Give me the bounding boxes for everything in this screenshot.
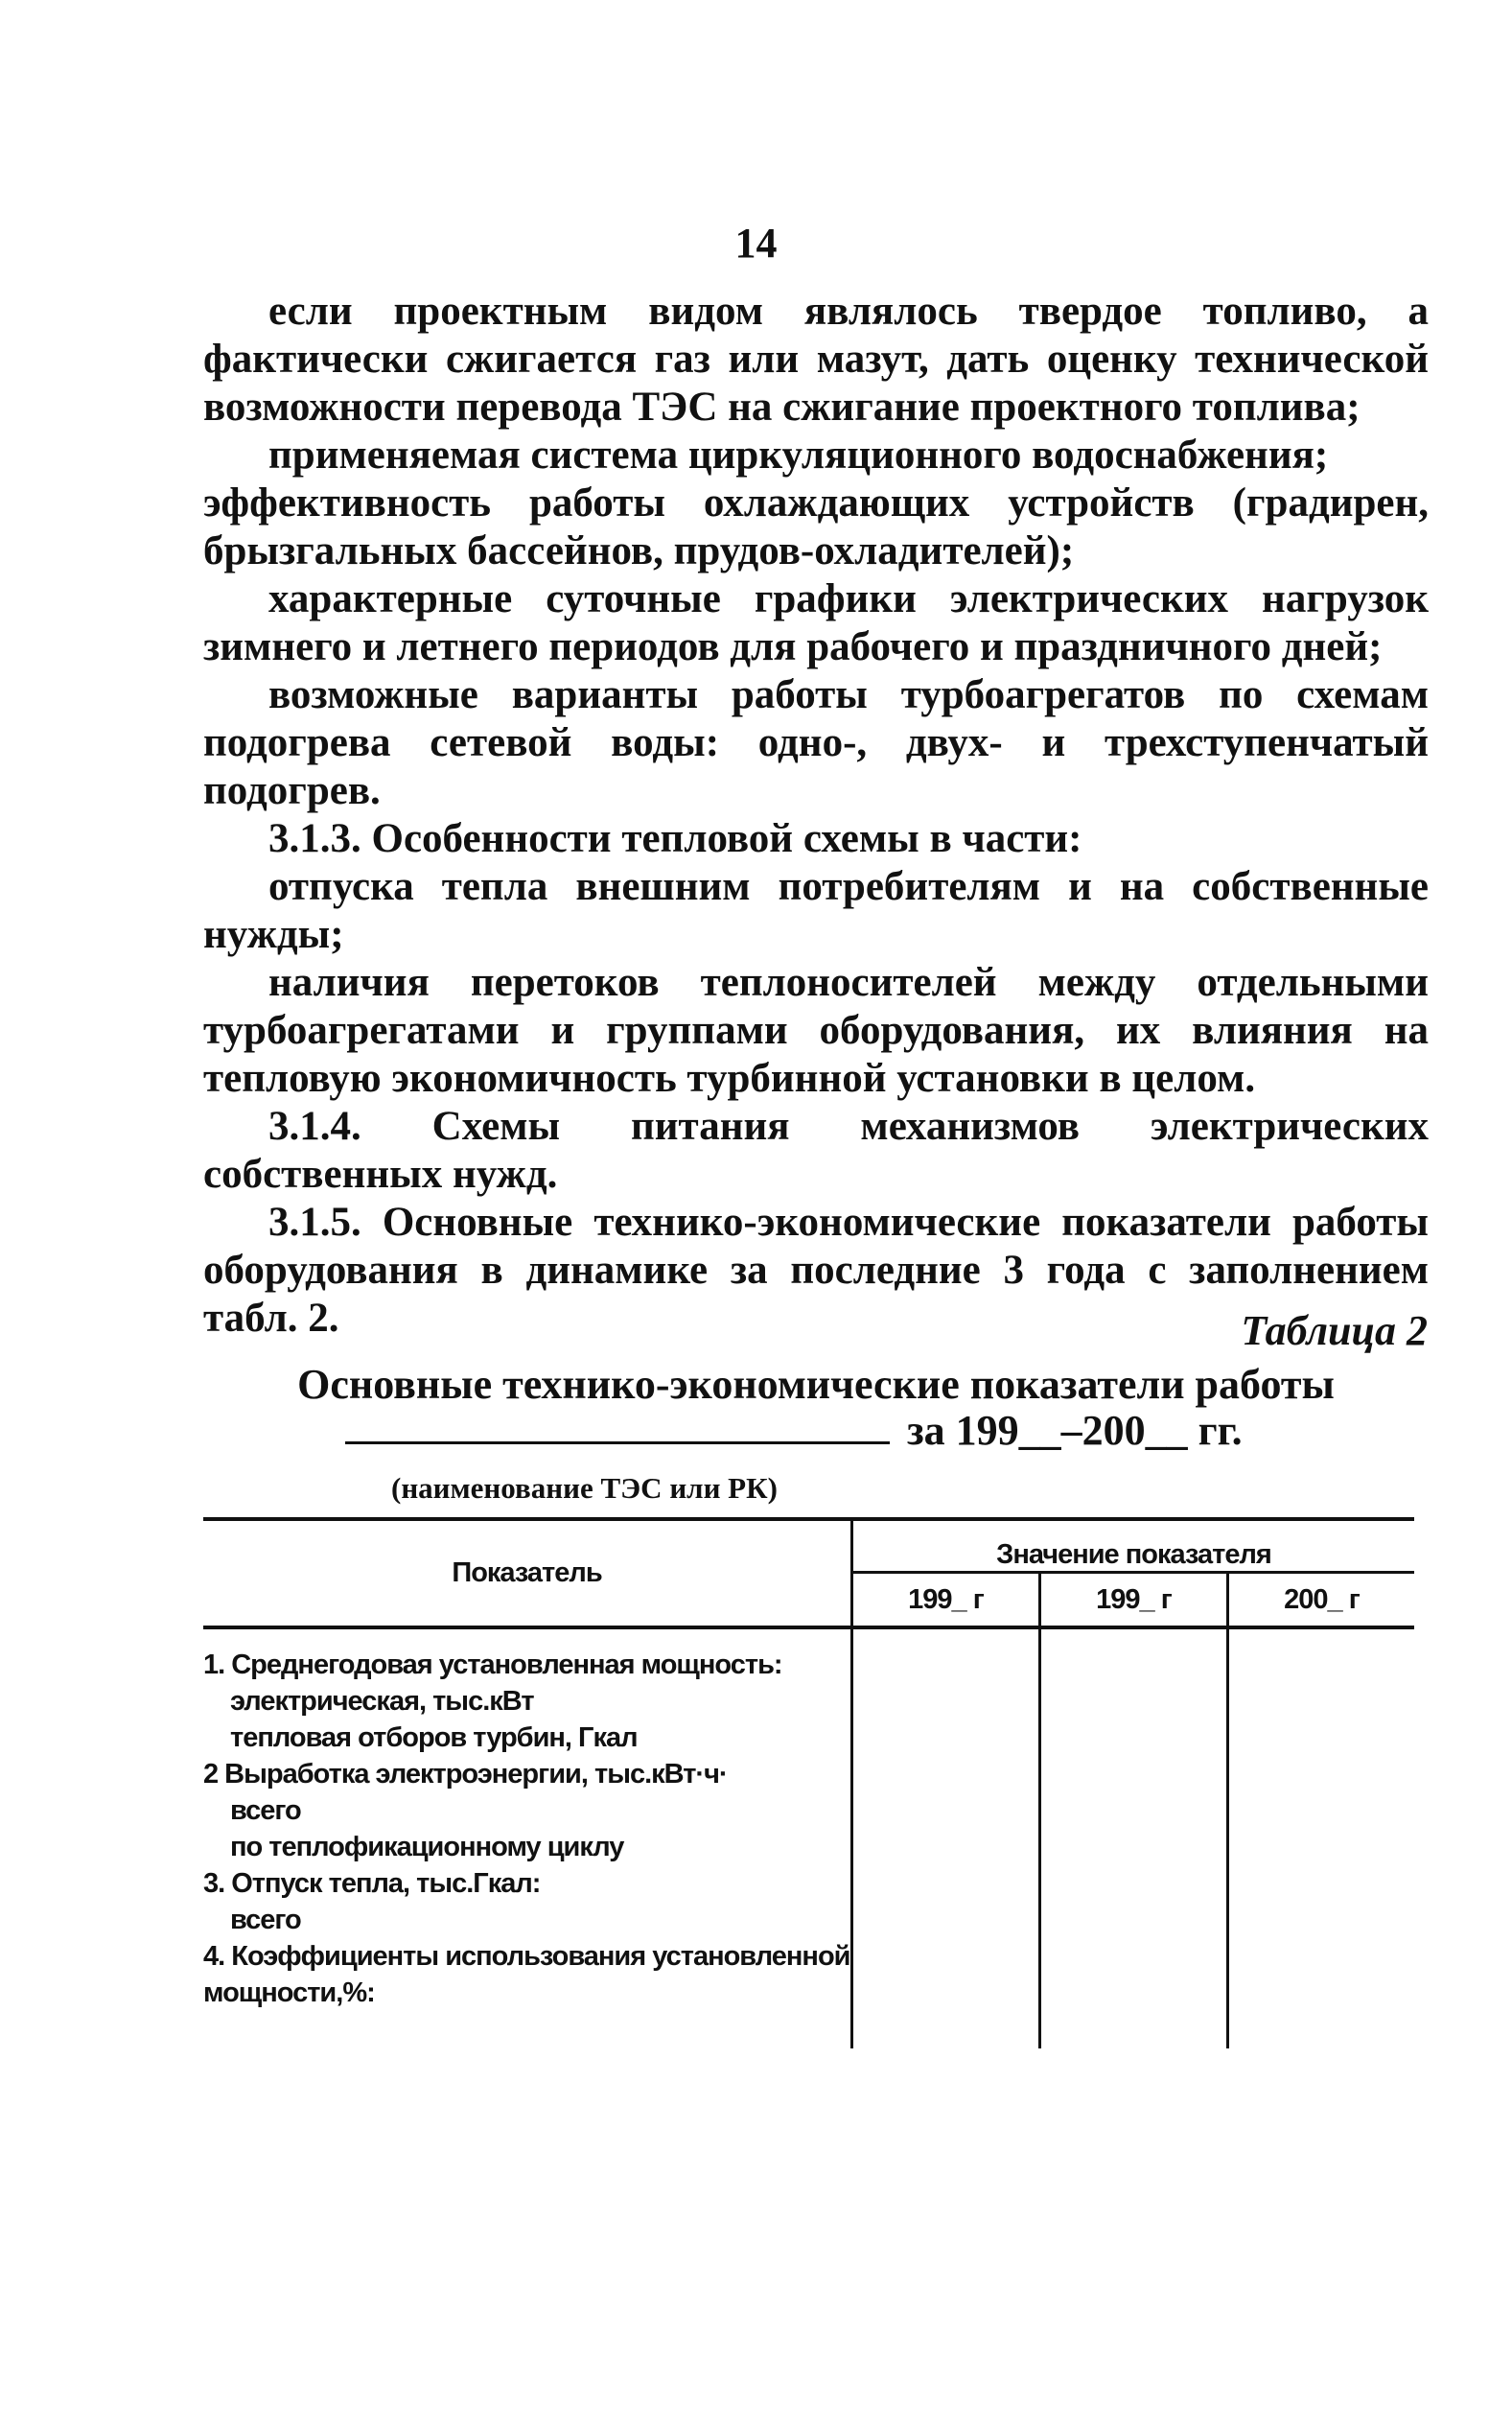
indicators-table bbox=[203, 1517, 1414, 2048]
paragraph: возможные варианты работы турбоагрегатов по схемам подогрева сетевой воды: одно-, двух- и трехступенчатый подогрев. bbox=[203, 672, 1429, 813]
indicator-item: 2 Выработка электроэнергии, тыс.кВт·ч· bbox=[203, 1759, 728, 1790]
indicator-item: 4. Коэффициенты использования установленной bbox=[203, 1941, 850, 1972]
header-year: 200_ г bbox=[1227, 1573, 1414, 1628]
paragraph: характерные суточные графики электрических нагрузок зимнего и летнего периодов для рабочего и праздничного дней; bbox=[203, 576, 1429, 669]
table-title: Основные технико-экономические показатели работы bbox=[297, 1361, 1335, 1408]
paragraph: эффективность работы охлаждающих устройств (градирен, брызгальных бассейнов, прудов-охладителей); bbox=[203, 480, 1429, 573]
indicator-item: по теплофикационному циклу bbox=[230, 1832, 624, 1862]
tes-name-blank bbox=[345, 1441, 890, 1444]
paragraph: отпуска тепла внешним потребителям и на собственные нужды; bbox=[203, 864, 1429, 957]
indicator-item: всего bbox=[230, 1795, 301, 1826]
paragraph: 3.1.4. Схемы питания механизмов электрических собственных нужд. bbox=[203, 1104, 1429, 1197]
paragraph: если проектным видом являлось твердое топливо, а фактически сжигается газ или мазут, дать оценку технической возможности перевода ТЭС на сжигание проектного топлива; bbox=[203, 289, 1429, 430]
header-values: Значение показателя bbox=[851, 1519, 1414, 1573]
indicator-item: всего bbox=[230, 1905, 301, 1935]
indicator-item: 1. Среднегодовая установленная мощность: bbox=[203, 1650, 782, 1680]
header-year: 199_ г bbox=[1039, 1573, 1227, 1628]
indicator-item: мощности,%: bbox=[203, 1977, 375, 2008]
table-period: за 199__–200__ гг. bbox=[907, 1407, 1243, 1454]
paragraph: 3.1.3. Особенности тепловой схемы в части: bbox=[268, 816, 1082, 861]
indicator-list bbox=[203, 1627, 851, 2048]
value-cell bbox=[1227, 1627, 1414, 2048]
tes-name-caption: (наименование ТЭС или РК) bbox=[391, 1471, 778, 1505]
value-cell bbox=[1039, 1627, 1227, 2048]
paragraph: наличия перетоков теплоносителей между отдельными турбоагрегатами и группами оборудования, их влияния на тепловую экономичность турбинной установки в целом. bbox=[203, 960, 1429, 1101]
header-indicator: Показатель bbox=[203, 1519, 851, 1627]
body-text bbox=[203, 288, 1429, 1343]
page-number: 14 bbox=[734, 220, 778, 267]
indicator-item: тепловая отборов турбин, Гкал bbox=[230, 1722, 638, 1753]
table-period-line bbox=[345, 1406, 1243, 1455]
paragraph: применяемая система циркуляционного водоснабжения; bbox=[268, 433, 1329, 478]
value-cell bbox=[851, 1627, 1039, 2048]
header-year: 199_ г bbox=[851, 1573, 1039, 1628]
table-label: Таблица 2 bbox=[1241, 1307, 1428, 1354]
indicator-item: электрическая, тыс.кВт bbox=[230, 1686, 534, 1717]
indicator-item: 3. Отпуск тепла, тыс.Гкал: bbox=[203, 1868, 541, 1899]
paragraph: 3.1.5. Основные технико-экономические показатели работы оборудования в динамике за последние 3 года с заполнением табл. 2. bbox=[203, 1200, 1429, 1341]
